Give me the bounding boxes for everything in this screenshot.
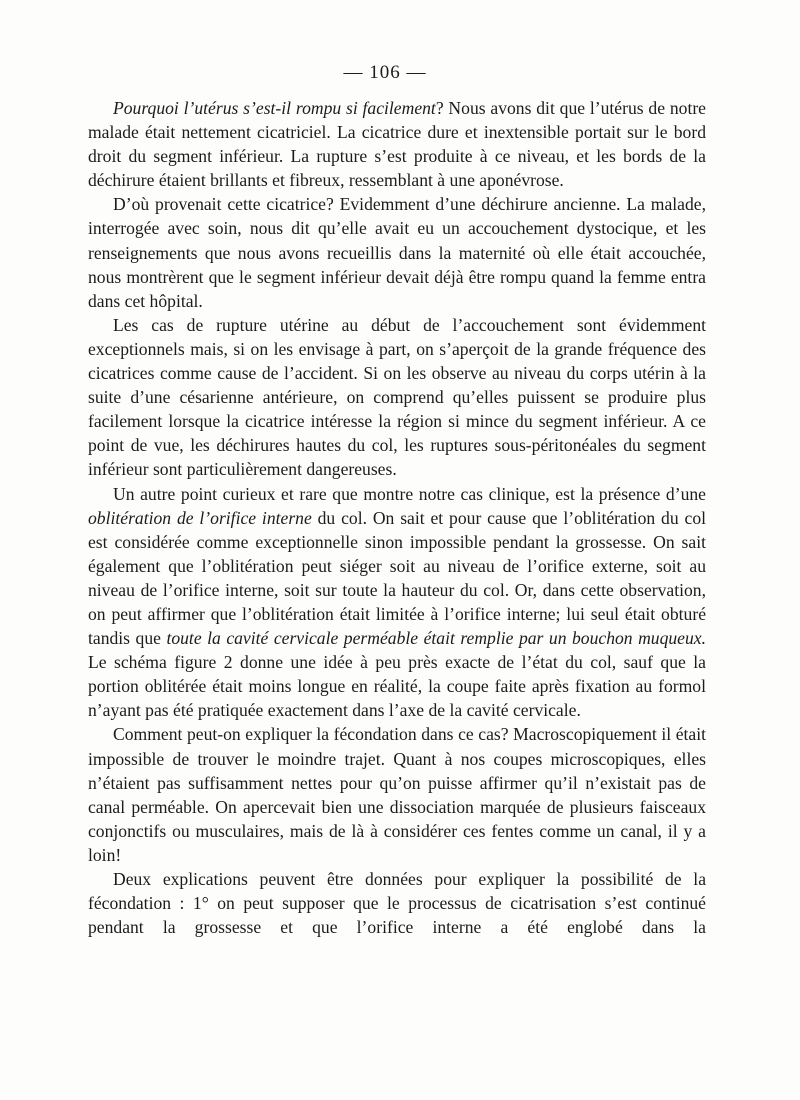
italic-text: toute la cavité cervicale perméable était remplie par un bouchon muqueux. bbox=[166, 628, 706, 649]
text-segment: D’où provenait cette cicatrice? Evidemment d’une déchirure ancienne. La malade, interrogée avec soin, nous dit qu’elle avait eu un accouchement dystocique, et les renseignements que nous avons recueillis dans la maternité où elle était accouchée, nous montrèrent que le segment inférieur devait déjà être rompu quand la femme entra dans cet hôpital. bbox=[88, 194, 706, 311]
paragraph bbox=[88, 96, 706, 192]
text-segment: du col. On sait et pour cause que l’oblitération du col est considérée comme exceptionnelle sinon impossible pendant la grossesse. On sait également que l’oblitération peut siéger soit au niveau de l’orifice externe, soit au niveau de l’orifice interne, soit sur toute la hauteur du col. Or, dans cette observation, on peut affirmer que l’oblitération était limitée à l’orifice interne; lui seul était obturé tandis que bbox=[88, 507, 707, 649]
italic-text: Pourquoi l’utérus s’est-il rompu si facilement bbox=[113, 98, 436, 118]
paragraph bbox=[88, 722, 706, 867]
text-segment: Le schéma figure 2 donne une idée à peu près exacte de l’état du col, sauf que la portion oblitérée était moins longue en réalité, la coupe faite après fixation au formol n’ayant pas été pratiquée exactement dans l’axe de la cavité cervicale. bbox=[88, 652, 706, 721]
italic-text: oblitération de l’orifice interne bbox=[88, 507, 312, 528]
text-segment: Comment peut-on expliquer la fécondation dans ce cas? Macroscopiquement il était impossible de trouver le moindre trajet. Quant à nos coupes microscopiques, elles n’étaient pas suffisamment nettes pour qu’on puisse affirmer qu’il n’existait pas de canal perméable. On apercevait bien une dissociation marquée de plusieurs faisceaux conjonctifs ou musculaires, mais de là à considérer ces fentes comme un canal, il y a loin! bbox=[88, 724, 706, 865]
text-segment: Deux explications peuvent être données pour expliquer la possibilité de la fécondation : 1° on peut supposer que le processus de cicatrisation s’est continué pendant la grossesse et que l’orifice interne a été englobé dans la bbox=[88, 869, 706, 938]
paragraph bbox=[88, 867, 706, 939]
body-text bbox=[88, 96, 706, 939]
paragraph bbox=[88, 313, 706, 482]
page-number: — 106 — bbox=[343, 62, 427, 83]
text-segment: Les cas de rupture utérine au début de l’accouchement sont évidemment exceptionnels mais, si on les envisage à part, on s’aperçoit de la grande fréquence des cicatrices comme cause de l’accident. Si on les observe au niveau du corps utérin à la suite d’une césarienne antérieure, on comprend qu’elles puissent se produire plus facilement lorsque la cicatrice intéresse la région si mince du segment inférieur. A ce point de vue, les déchirures hautes du col, les ruptures sous-péritonéales du segment inférieur sont particulièrement dangereuses. bbox=[88, 314, 706, 480]
paragraph bbox=[88, 192, 706, 312]
paragraph bbox=[88, 482, 706, 723]
text-segment: Un autre point curieux et rare que montre notre cas clinique, est la présence d’une bbox=[113, 483, 706, 504]
text-segment: ? Nous avons dit que l’utérus de notre malade était nettement cicatriciel. La cicatrice dure et inextensible portait sur le bord droit du segment inférieur. La rupture s’est produite à ce niveau, et les bords de la déchirure étaient brillants et fibreux, ressemblant à une aponévrose. bbox=[88, 98, 706, 191]
